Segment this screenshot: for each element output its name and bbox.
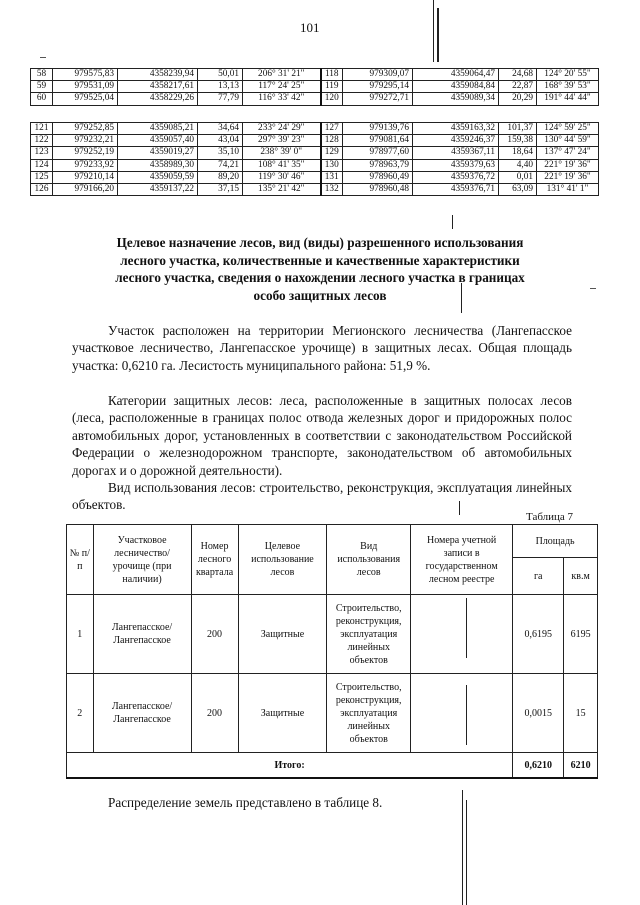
coordinate-cell: 124° 59' 25" <box>537 123 599 135</box>
coordinate-cell: 101,37 <box>499 123 537 135</box>
coordinate-cell: 979531,09 <box>53 81 118 93</box>
table-row: 1 Лангепасское/ Лангепасское 200 Защитные Строительство, реконструкция, эксплуатация линейных объектов 0,6195 6195 <box>67 595 598 674</box>
coordinate-cell: 4358229,26 <box>118 93 198 105</box>
coordinate-cell: 978960,49 <box>343 171 413 183</box>
coordinate-cell: 979252,85 <box>53 123 118 135</box>
coordinate-cell: 132 <box>321 183 343 195</box>
coordinate-cell: 43,04 <box>198 135 243 147</box>
coordinate-cell: 4358239,94 <box>118 69 198 81</box>
coordinate-cell: 131 <box>321 171 343 183</box>
coordinate-cell: 20,29 <box>499 93 537 105</box>
coordinate-cell: 34,64 <box>198 123 243 135</box>
coordinate-cell: 50,01 <box>198 69 243 81</box>
coordinate-cell: 979210,14 <box>53 171 118 183</box>
paragraph-text: Вид использования лесов: строительство, реконструкция, эксплуатация линейных объектов. <box>72 480 572 513</box>
coordinate-row <box>31 123 599 135</box>
coordinate-cell: 18,64 <box>499 147 537 159</box>
forest-use-table <box>66 524 598 779</box>
coordinate-row <box>31 183 599 195</box>
coordinate-cell: 4359084,84 <box>413 81 499 93</box>
paragraph-text: Участок расположен на территории Мегионского лесничества (Лангепасское участковое лесничество, Лангепасское урочище) в защитных лесах. Общая площадь участка: 0,6210 га. Лесистость муниципального района: 51,9 %. <box>72 323 572 373</box>
coordinate-cell: 117° 24' 25" <box>243 81 321 93</box>
coordinate-cell: 4358989,30 <box>118 159 198 171</box>
coordinate-cell: 131° 41' 1" <box>537 183 599 195</box>
coordinate-row <box>31 171 599 183</box>
coordinate-cell: 4359246,37 <box>413 135 499 147</box>
coordinate-cell: 77,79 <box>198 93 243 105</box>
scan-artifact <box>466 800 467 905</box>
coordinate-cell: 4359379,63 <box>413 159 499 171</box>
coordinate-cell: 124 <box>31 159 53 171</box>
coordinate-cell: 979166,20 <box>53 183 118 195</box>
coordinate-cell: 168° 39' 53" <box>537 81 599 93</box>
coordinates-table-top <box>30 68 599 106</box>
header-sqm: кв.м <box>564 558 598 595</box>
coordinate-cell: 4359059,59 <box>118 171 198 183</box>
coordinate-cell: 979295,14 <box>343 81 413 93</box>
coordinate-cell: 191° 44' 44" <box>537 93 599 105</box>
scan-artifact <box>40 57 46 58</box>
coordinate-cell: 979309,07 <box>343 69 413 81</box>
coordinate-cell: 979252,19 <box>53 147 118 159</box>
coordinate-cell: 63,09 <box>499 183 537 195</box>
coordinate-cell: 4359137,22 <box>118 183 198 195</box>
coordinate-cell: 978963,79 <box>343 159 413 171</box>
coordinate-cell: 978960,48 <box>343 183 413 195</box>
coordinate-cell: 979232,21 <box>53 135 118 147</box>
coordinate-cell: 59 <box>31 81 53 93</box>
header-registry: Номера учетной записи в государственном лесном реестре <box>411 525 513 595</box>
total-label: Итого: <box>67 753 513 779</box>
coordinate-cell: 123 <box>31 147 53 159</box>
coordinate-cell: 128 <box>321 135 343 147</box>
coordinate-cell: 127 <box>321 123 343 135</box>
table-caption: Таблица 7 <box>526 511 574 523</box>
coordinate-cell: 297° 39' 23" <box>243 135 321 147</box>
scan-artifact <box>452 215 453 229</box>
coordinate-cell: 4359019,27 <box>118 147 198 159</box>
coordinate-cell: 74,21 <box>198 159 243 171</box>
coordinate-cell: 119 <box>321 81 343 93</box>
coordinate-cell: 121 <box>31 123 53 135</box>
paragraph-text: Категории защитных лесов: леса, расположенные в защитных полосах лесов (леса, расположенные в границах полос отвода железных дорог и придорожных полос автомобильных дорог, установленных в соответствии с законодательством Российской Федерации о железнодорожном транспорте, законодательством об автомобильных дорогах и о дорожной деятельности). <box>72 393 572 478</box>
heading-line: особо защитных лесов <box>253 287 387 303</box>
heading-line: лесного участка, количественные и качественные характеристики <box>120 252 520 268</box>
coordinate-cell: 126 <box>31 183 53 195</box>
coordinate-cell: 159,38 <box>499 135 537 147</box>
paragraph-location <box>72 322 572 374</box>
paragraph-categories <box>72 392 572 479</box>
page-number: 101 <box>300 20 320 35</box>
total-ha: 0,6210 <box>513 753 564 779</box>
coordinate-cell: 4359376,71 <box>413 183 499 195</box>
total-sqm: 6210 <box>564 753 598 779</box>
coordinate-cell: 89,20 <box>198 171 243 183</box>
header-purpose: Целевое использование лесов <box>238 525 327 595</box>
header-usage-type: Вид использования лесов <box>327 525 411 595</box>
coordinate-cell: 60 <box>31 93 53 105</box>
coordinate-cell: 4,40 <box>499 159 537 171</box>
coordinate-row <box>31 135 599 147</box>
distribution-note: Распределение земель представлено в таблице 8. <box>108 795 383 810</box>
coordinate-cell: 4359376,72 <box>413 171 499 183</box>
coordinate-cell: 122 <box>31 135 53 147</box>
coordinate-cell: 135° 21' 42" <box>243 183 321 195</box>
coordinate-cell: 221° 19' 36" <box>537 159 599 171</box>
coordinate-cell: 979575,83 <box>53 69 118 81</box>
coordinate-cell: 206° 31' 21" <box>243 69 321 81</box>
coordinate-cell: 130° 44' 59" <box>537 135 599 147</box>
coordinate-cell: 125 <box>31 171 53 183</box>
scan-artifact <box>590 288 596 289</box>
table-total-row <box>67 753 598 779</box>
header-forestry: Участковое лесничество/ урочище (при наличии) <box>93 525 191 595</box>
section-heading <box>60 234 580 304</box>
coordinate-cell: 22,87 <box>499 81 537 93</box>
scan-artifact <box>433 0 434 62</box>
coordinate-cell: 119° 30' 46" <box>243 171 321 183</box>
coordinate-cell: 4359089,34 <box>413 93 499 105</box>
coordinate-cell: 221° 19' 36" <box>537 171 599 183</box>
coordinate-cell: 35,10 <box>198 147 243 159</box>
scan-artifact <box>437 8 439 62</box>
header-quarter: Номер лесного квартала <box>191 525 238 595</box>
coordinate-cell: 4359367,11 <box>413 147 499 159</box>
coordinate-cell: 58 <box>31 69 53 81</box>
header-ha: га <box>513 558 564 595</box>
coordinate-cell: 4359085,21 <box>118 123 198 135</box>
coordinate-cell: 37,15 <box>198 183 243 195</box>
coordinate-cell: 4359163,32 <box>413 123 499 135</box>
heading-line: лесного участка, сведения о нахождении лесного участка в границах <box>115 270 525 285</box>
coordinate-row <box>31 81 599 93</box>
coordinate-row <box>31 93 599 105</box>
coordinate-cell: 13,13 <box>198 81 243 93</box>
coordinate-cell: 4359064,47 <box>413 69 499 81</box>
coordinate-cell: 137° 47' 24" <box>537 147 599 159</box>
table-row: 2 Лангепасское/ Лангепасское 200 Защитные Строительство, реконструкция, эксплуатация линейных объектов 0,0015 15 <box>67 674 598 753</box>
coordinate-row <box>31 147 599 159</box>
header-num: № п/п <box>67 525 94 595</box>
coordinate-cell: 118 <box>321 69 343 81</box>
coordinate-cell: 116° 33' 42" <box>243 93 321 105</box>
scan-artifact <box>462 790 463 905</box>
coordinate-cell: 978977,60 <box>343 147 413 159</box>
coordinate-cell: 4359057,40 <box>118 135 198 147</box>
coordinate-cell: 124° 20' 55" <box>537 69 599 81</box>
coordinate-cell: 238° 39' 0" <box>243 147 321 159</box>
header-area: Площадь <box>513 525 598 558</box>
heading-line: Целевое назначение лесов, вид (виды) разрешенного использования <box>116 235 524 250</box>
coordinate-cell: 130 <box>321 159 343 171</box>
coordinate-cell: 4358217,61 <box>118 81 198 93</box>
coordinates-table-bottom <box>30 122 599 196</box>
coordinate-cell: 129 <box>321 147 343 159</box>
coordinate-cell: 233° 24' 29" <box>243 123 321 135</box>
coordinate-cell: 979139,76 <box>343 123 413 135</box>
coordinate-cell: 979525,04 <box>53 93 118 105</box>
coordinate-cell: 979081,64 <box>343 135 413 147</box>
coordinate-cell: 120 <box>321 93 343 105</box>
coordinate-cell: 979272,71 <box>343 93 413 105</box>
coordinate-row <box>31 69 599 81</box>
coordinate-cell: 0,01 <box>499 171 537 183</box>
coordinate-cell: 24,68 <box>499 69 537 81</box>
paragraph-usage <box>72 479 572 514</box>
coordinate-cell: 979233,92 <box>53 159 118 171</box>
coordinate-row <box>31 159 599 171</box>
coordinate-cell: 108° 41' 35" <box>243 159 321 171</box>
